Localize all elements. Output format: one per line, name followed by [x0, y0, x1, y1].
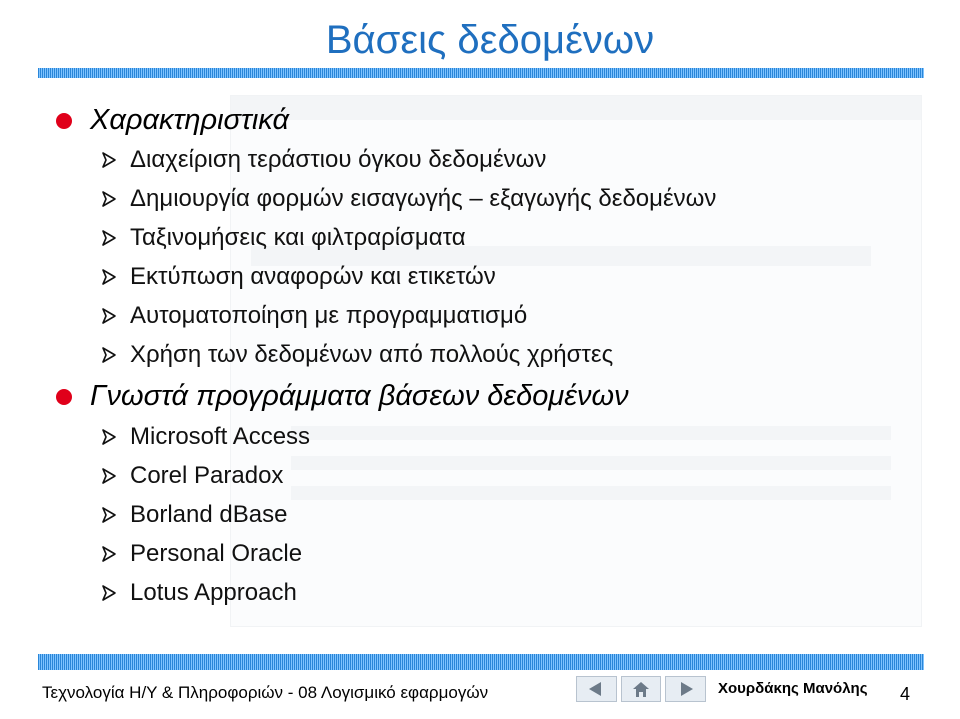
- list-item: [100, 263, 496, 291]
- list-item-text: Ταξινομήσεις και φιλτραρίσματα: [130, 224, 466, 251]
- arrow-left-icon[interactable]: [576, 676, 617, 702]
- list-item: [100, 146, 546, 174]
- list-item-text: Microsoft Access: [130, 423, 311, 450]
- arrow-bullet-icon: [100, 584, 118, 602]
- footer-author: Χουρδάκης Μανόλης: [718, 680, 868, 697]
- section-heading-text: Χαρακτηριστικά: [90, 104, 289, 136]
- list-item: [100, 224, 466, 252]
- list-item-text: Borland dBase: [130, 501, 288, 528]
- home-icon[interactable]: [621, 676, 662, 702]
- list-item: [100, 540, 302, 568]
- arrow-bullet-icon: [100, 151, 118, 169]
- list-item-text: Διαχείριση τεράστιου όγκου δεδομένων: [130, 146, 547, 173]
- arrow-bullet-icon: [100, 229, 118, 247]
- list-item-text: Corel Paradox: [130, 462, 284, 489]
- slide-navigation: [576, 676, 706, 702]
- arrow-right-icon[interactable]: [665, 676, 706, 702]
- list-item-text: Lotus Approach: [130, 579, 297, 606]
- title-divider: [38, 68, 924, 78]
- red-bullet-icon: [56, 113, 72, 129]
- page-number: 4: [900, 684, 911, 704]
- arrow-bullet-icon: [100, 428, 118, 446]
- arrow-bullet-icon: [100, 506, 118, 524]
- list-item-text: Δημιουργία φορμών εισαγωγής – εξαγωγής δεδομένων: [130, 185, 717, 212]
- list-item: [100, 579, 297, 607]
- red-bullet-icon: [56, 389, 72, 405]
- list-item: [100, 462, 283, 490]
- arrow-bullet-icon: [100, 467, 118, 485]
- arrow-bullet-icon: [100, 268, 118, 286]
- list-item-text: Εκτύπωση αναφορών και ετικετών: [130, 263, 496, 290]
- section-heading-features: [56, 104, 289, 137]
- list-item: [100, 302, 527, 330]
- slide-title: Βάσεις δεδομένων: [325, 18, 655, 62]
- list-item: [100, 341, 613, 369]
- footer-divider: [38, 654, 924, 670]
- arrow-bullet-icon: [100, 307, 118, 325]
- list-item: [100, 423, 310, 451]
- section-heading-text: Γνωστά προγράμματα βάσεων δεδομένων: [90, 380, 629, 412]
- list-item-text: Χρήση των δεδομένων από πολλούς χρήστες: [130, 341, 614, 368]
- section-heading-programs: [56, 380, 629, 413]
- list-item: [100, 501, 287, 529]
- arrow-bullet-icon: [100, 346, 118, 364]
- list-item: [100, 185, 716, 213]
- list-item-text: Αυτοματοποίηση με προγραμματισμό: [130, 302, 528, 329]
- arrow-bullet-icon: [100, 545, 118, 563]
- list-item-text: Personal Oracle: [130, 540, 303, 567]
- arrow-bullet-icon: [100, 190, 118, 208]
- footer-course-title: Τεχνολογία Η/Υ & Πληροφοριών - 08 Λογισμικό εφαρμογών: [42, 683, 489, 702]
